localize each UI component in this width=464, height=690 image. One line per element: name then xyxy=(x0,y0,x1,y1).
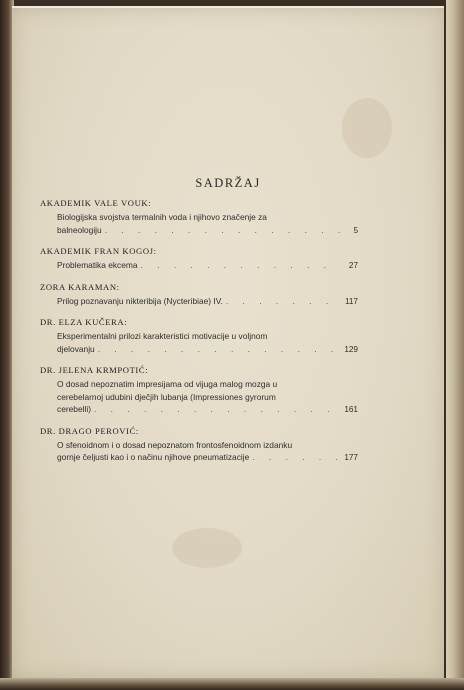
toc-title-last-line xyxy=(57,451,358,465)
toc-entry xyxy=(40,246,358,273)
toc-author: AKADEMIK FRAN KOGOJ: xyxy=(40,246,157,256)
toc-page-number: 161 xyxy=(344,405,358,414)
toc-leader-dots xyxy=(226,295,341,308)
toc-leader-dots xyxy=(105,224,341,237)
page-stain xyxy=(342,98,392,158)
toc-title-last-line xyxy=(57,224,358,238)
toc-entry xyxy=(40,317,358,356)
toc-leader-dots xyxy=(141,259,341,272)
toc-author: DR. DRAGO PEROVIĆ: xyxy=(40,425,139,436)
page-stain xyxy=(172,528,242,568)
toc-leader-dots xyxy=(98,343,341,356)
toc-title-line: O dosad nepoznatim impresijama od vijuga malog mozga u xyxy=(57,379,278,389)
toc-title-line: Eksperimentalni prilozi karakteristici motivacije u voljnom xyxy=(57,331,268,341)
toc-article-title xyxy=(40,330,358,356)
toc-title-line: Biologijska svojstva termalnih voda i njihovo značenje za xyxy=(57,212,267,222)
toc-title-line: Prilog poznavanju nikteribija (Nycteribiae) IV. xyxy=(57,295,223,306)
toc-page-number: 117 xyxy=(344,296,358,306)
toc-title-line: gornje čeljusti kao i o načinu njihove pneumatizacije xyxy=(57,452,250,462)
book-page xyxy=(12,6,444,678)
toc-article-title xyxy=(40,211,358,237)
book-bottom-edge xyxy=(0,678,464,690)
toc-title-last-line xyxy=(57,259,358,273)
toc-entry xyxy=(40,282,358,309)
page-title: SADRŽAJ xyxy=(195,176,261,190)
toc-title-last-line xyxy=(57,295,358,309)
toc-page-number: 177 xyxy=(344,453,358,462)
toc-title-line: djelovanju xyxy=(57,343,95,354)
toc-title-last-line xyxy=(57,403,358,417)
toc-page-number: 5 xyxy=(353,225,358,235)
toc-leader-dots xyxy=(252,451,341,464)
toc-page-number: 27 xyxy=(348,261,358,270)
toc-title-line: Problematika ekcema xyxy=(57,260,138,270)
toc-article-title xyxy=(40,295,358,309)
toc-leader-dots xyxy=(94,403,341,416)
toc-article-title xyxy=(40,378,358,417)
toc-title-line: cerebelarnoj udubini dječjih lubanja (Impressiones gyrorum xyxy=(57,391,276,402)
toc-entry xyxy=(40,365,358,417)
toc-title-line: O sfenoidnom i o dosad nepoznatom frontosfenoidnom izdanku xyxy=(57,439,293,450)
toc-title-line: balneologiju xyxy=(57,224,102,235)
toc-author: DR. JELENA KRMPOTIĆ: xyxy=(40,365,149,375)
toc-title-last-line xyxy=(57,343,358,357)
toc-author: AKADEMIK VALE VOUK: xyxy=(40,198,152,208)
toc-article-title xyxy=(40,259,358,273)
toc-author: DR. ELZA KUČERA: xyxy=(40,317,128,327)
toc-page-number: 129 xyxy=(344,344,358,354)
toc-entry xyxy=(40,426,358,465)
toc-entry xyxy=(40,198,358,237)
toc-article-title xyxy=(40,439,358,465)
page-stack-edge xyxy=(446,0,464,690)
toc-title-line: cerebelli) xyxy=(57,404,91,414)
toc-author: ZORA KARAMAN: xyxy=(40,281,120,292)
table-of-contents xyxy=(40,198,358,474)
